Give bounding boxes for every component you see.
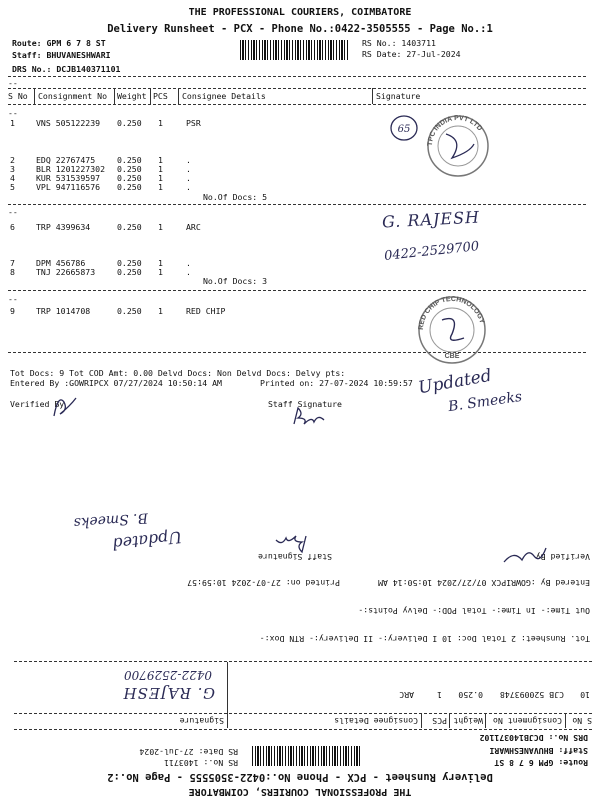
column-divider [178, 88, 179, 104]
handwritten-signature: B. Smeeks [447, 388, 524, 416]
handwritten-updated: Updated [416, 365, 494, 399]
cell-pcs: 1 [158, 173, 163, 183]
cell-sno: 9 [10, 306, 15, 316]
handwritten-name: G. RAJESH [381, 207, 481, 232]
stamp-text: CBE [444, 353, 460, 360]
dash-mark: -- [8, 207, 18, 217]
cell-consignment: CJB 520093748 [499, 690, 564, 700]
handwritten-signature: B. Smeeks [73, 509, 149, 531]
page-subtitle: Delivery Runsheet - PCX - Phone No.:0422-3505555 - Page No.:2 [107, 771, 493, 783]
totals-line: Tot Docs: 9 Tot COD Amt: 0.00 Delvd Docs: Non Delvd Docs: Delvy pts: [10, 368, 346, 378]
column-divider [34, 88, 35, 104]
header-weight: Weight [117, 91, 147, 101]
divider [14, 729, 592, 730]
column-divider [485, 714, 486, 728]
header-signature: Signature [376, 91, 421, 101]
cell-weight: 0.250 [117, 222, 142, 232]
cell-weight: 0.250 [117, 173, 142, 183]
route-label: Route: GPM 6 7 8 ST [494, 758, 588, 768]
cell-details: . [186, 267, 191, 277]
docs-count: No.Of Docs: 5 [203, 192, 268, 202]
cell-consignment: TRP 1014708 [36, 306, 91, 316]
column-divider [372, 88, 373, 104]
divider [8, 352, 586, 353]
header-details: Consignee Details [334, 716, 418, 726]
handwritten-phone: 0422-2529700 [123, 668, 212, 682]
rs-number: RS No.: 1403711 [362, 38, 436, 48]
company-stamp-icon [412, 294, 494, 368]
cell-sno: 8 [10, 267, 15, 277]
divider [8, 88, 586, 89]
route-label: Route: GPM 6 7 8 ST [12, 38, 106, 48]
delivery-stamp-icon [380, 104, 490, 194]
dash-mark: -- [8, 294, 18, 304]
times-line: Out Time:- In Time:- Total POD:- Delvy Points:- [358, 606, 590, 616]
cell-details: PSR [186, 118, 201, 128]
printed-on: Printed on: 27-07-2024 10:59:57 [260, 378, 413, 388]
rs-number: RS No.: 1403711 [164, 758, 238, 768]
cell-consignment: TRP 4399634 [36, 222, 91, 232]
divider [14, 713, 592, 714]
cell-consignment: VPL 947116576 [36, 182, 101, 192]
entered-by: Entered By :GOWRIPCX 07/27/2024 10:50:14 AM [10, 378, 222, 388]
cell-details: . [186, 173, 191, 183]
barcode-icon [250, 746, 360, 766]
column-divider [449, 714, 450, 728]
staff-signature-icon [270, 532, 310, 556]
column-divider [150, 88, 151, 104]
cell-weight: 0.250 [117, 118, 142, 128]
divider [8, 104, 586, 105]
drs-number: DRS No.: DCJB140371101 [12, 64, 121, 74]
cell-consignment: DPM 456786 [36, 258, 86, 268]
cell-sno: 7 [10, 258, 15, 268]
verifier-signature-icon [500, 544, 550, 568]
cell-sno: 1 [10, 118, 15, 128]
cell-pcs: 1 [158, 155, 163, 165]
divider [14, 661, 592, 662]
page-subtitle: Delivery Runsheet - PCX - Phone No.:0422-3505555 - Page No.:1 [107, 23, 493, 35]
divider [8, 290, 586, 291]
rs-date: RS Date: 27-Jul-2024 [139, 747, 238, 757]
cell-pcs: 1 [158, 118, 163, 128]
staff-label: Staff: BHUVANESHWARI [489, 746, 588, 756]
svg-text:TPC INDIA PVT LTD [427, 115, 483, 146]
column-divider [114, 88, 115, 104]
drs-number: DRS No.: DCJB140371102 [479, 733, 588, 743]
cell-sno: 3 [10, 164, 15, 174]
rs-date: RS Date: 27-Jul-2024 [362, 49, 461, 59]
cell-details: ARC [186, 222, 201, 232]
cell-sno: 10 [580, 690, 590, 700]
cell-pcs: 1 [158, 306, 163, 316]
svg-text:RED CHIP TECHNOLOGY [418, 296, 485, 330]
cell-sno: 4 [10, 173, 15, 183]
cell-pcs: 1 [158, 258, 163, 268]
column-divider [227, 714, 228, 728]
cell-weight: 0.250 [117, 306, 142, 316]
cell-details: . [186, 164, 191, 174]
cell-consignment: TNJ 22665873 [36, 267, 96, 277]
header-pcs: PCS [432, 716, 447, 726]
stamp-handwriting: 65 [397, 124, 411, 135]
stamp-text: TPC INDIA PVT LTD [426, 114, 484, 147]
cell-consignment: EDQ 22767475 [36, 155, 96, 165]
cell-weight: 0.250 [117, 182, 142, 192]
cell-details: ARC [399, 690, 414, 700]
cell-details: . [186, 258, 191, 268]
docs-count: No.Of Docs: 3 [203, 276, 268, 286]
entered-by: Entered By :GOWRIPCX 07/27/2024 10:50:14 AM [378, 578, 590, 588]
stamp-text: RED CHIP TECHNOLOGY [417, 295, 486, 331]
cell-weight: 0.250 [117, 267, 142, 277]
cell-details: . [186, 182, 191, 192]
column-divider [421, 714, 422, 728]
page-title: THE PROFESSIONAL COURIERS, COIMBATORE [188, 786, 412, 797]
header-weight: Weight [453, 716, 483, 726]
cell-details: . [186, 155, 191, 165]
staff-signature-label: Staff Signature [258, 552, 332, 562]
cell-pcs: 1 [437, 690, 442, 700]
cell-consignment: BLR 1201227302 [36, 164, 106, 174]
dash-mark: -- [8, 78, 18, 88]
cell-weight: 0.250 [117, 155, 142, 165]
cell-pcs: 1 [158, 182, 163, 192]
handwritten-updated: Updated [111, 527, 183, 554]
totals-line: Tot. Runsheet: 2 Total Doc: 10 I Delivery:- II Delivery:- RTN Dox:- [259, 634, 590, 644]
cell-consignment: VNS 505122239 [36, 118, 101, 128]
printed-on: Printed on: 27-07-2024 10:59:57 [187, 578, 340, 588]
header-consignment: Consignment No [492, 716, 562, 726]
divider [8, 204, 586, 205]
staff-signature-label: Staff Signature [268, 399, 342, 409]
cell-pcs: 1 [158, 267, 163, 277]
staff-label: Staff: BHUVANESHWARI [12, 50, 111, 60]
header-consignment: Consignment No [38, 91, 108, 101]
header-signature: Signature [179, 716, 224, 726]
header-sno: S No [572, 716, 592, 726]
verified-by: Verified By [10, 399, 65, 409]
cell-consignment: KUR 531539597 [36, 173, 101, 183]
column-divider [227, 662, 228, 714]
barcode-icon [240, 40, 350, 60]
cell-weight: 0.250 [458, 690, 483, 700]
runsheet-page-2 [0, 400, 600, 800]
cell-sno: 2 [10, 155, 15, 165]
cell-pcs: 1 [158, 222, 163, 232]
header-details: Consignee Details [182, 91, 266, 101]
handwritten-phone: 0422-2529700 [383, 239, 480, 264]
handwritten-name: G. RAJESH [122, 684, 215, 702]
dash-mark: -- [8, 108, 18, 118]
cell-weight: 0.250 [117, 164, 142, 174]
header-pcs: PCS [153, 91, 168, 101]
verified-by: Verified By [535, 552, 590, 562]
cell-sno: 5 [10, 182, 15, 192]
cell-sno: 6 [10, 222, 15, 232]
page-title: THE PROFESSIONAL COURIERS, COIMBATORE [188, 7, 412, 18]
column-divider [565, 714, 566, 728]
cell-pcs: 1 [158, 164, 163, 174]
divider [8, 76, 586, 77]
header-sno: S No [8, 91, 28, 101]
cell-weight: 0.250 [117, 258, 142, 268]
cell-details: RED CHIP [186, 306, 226, 316]
